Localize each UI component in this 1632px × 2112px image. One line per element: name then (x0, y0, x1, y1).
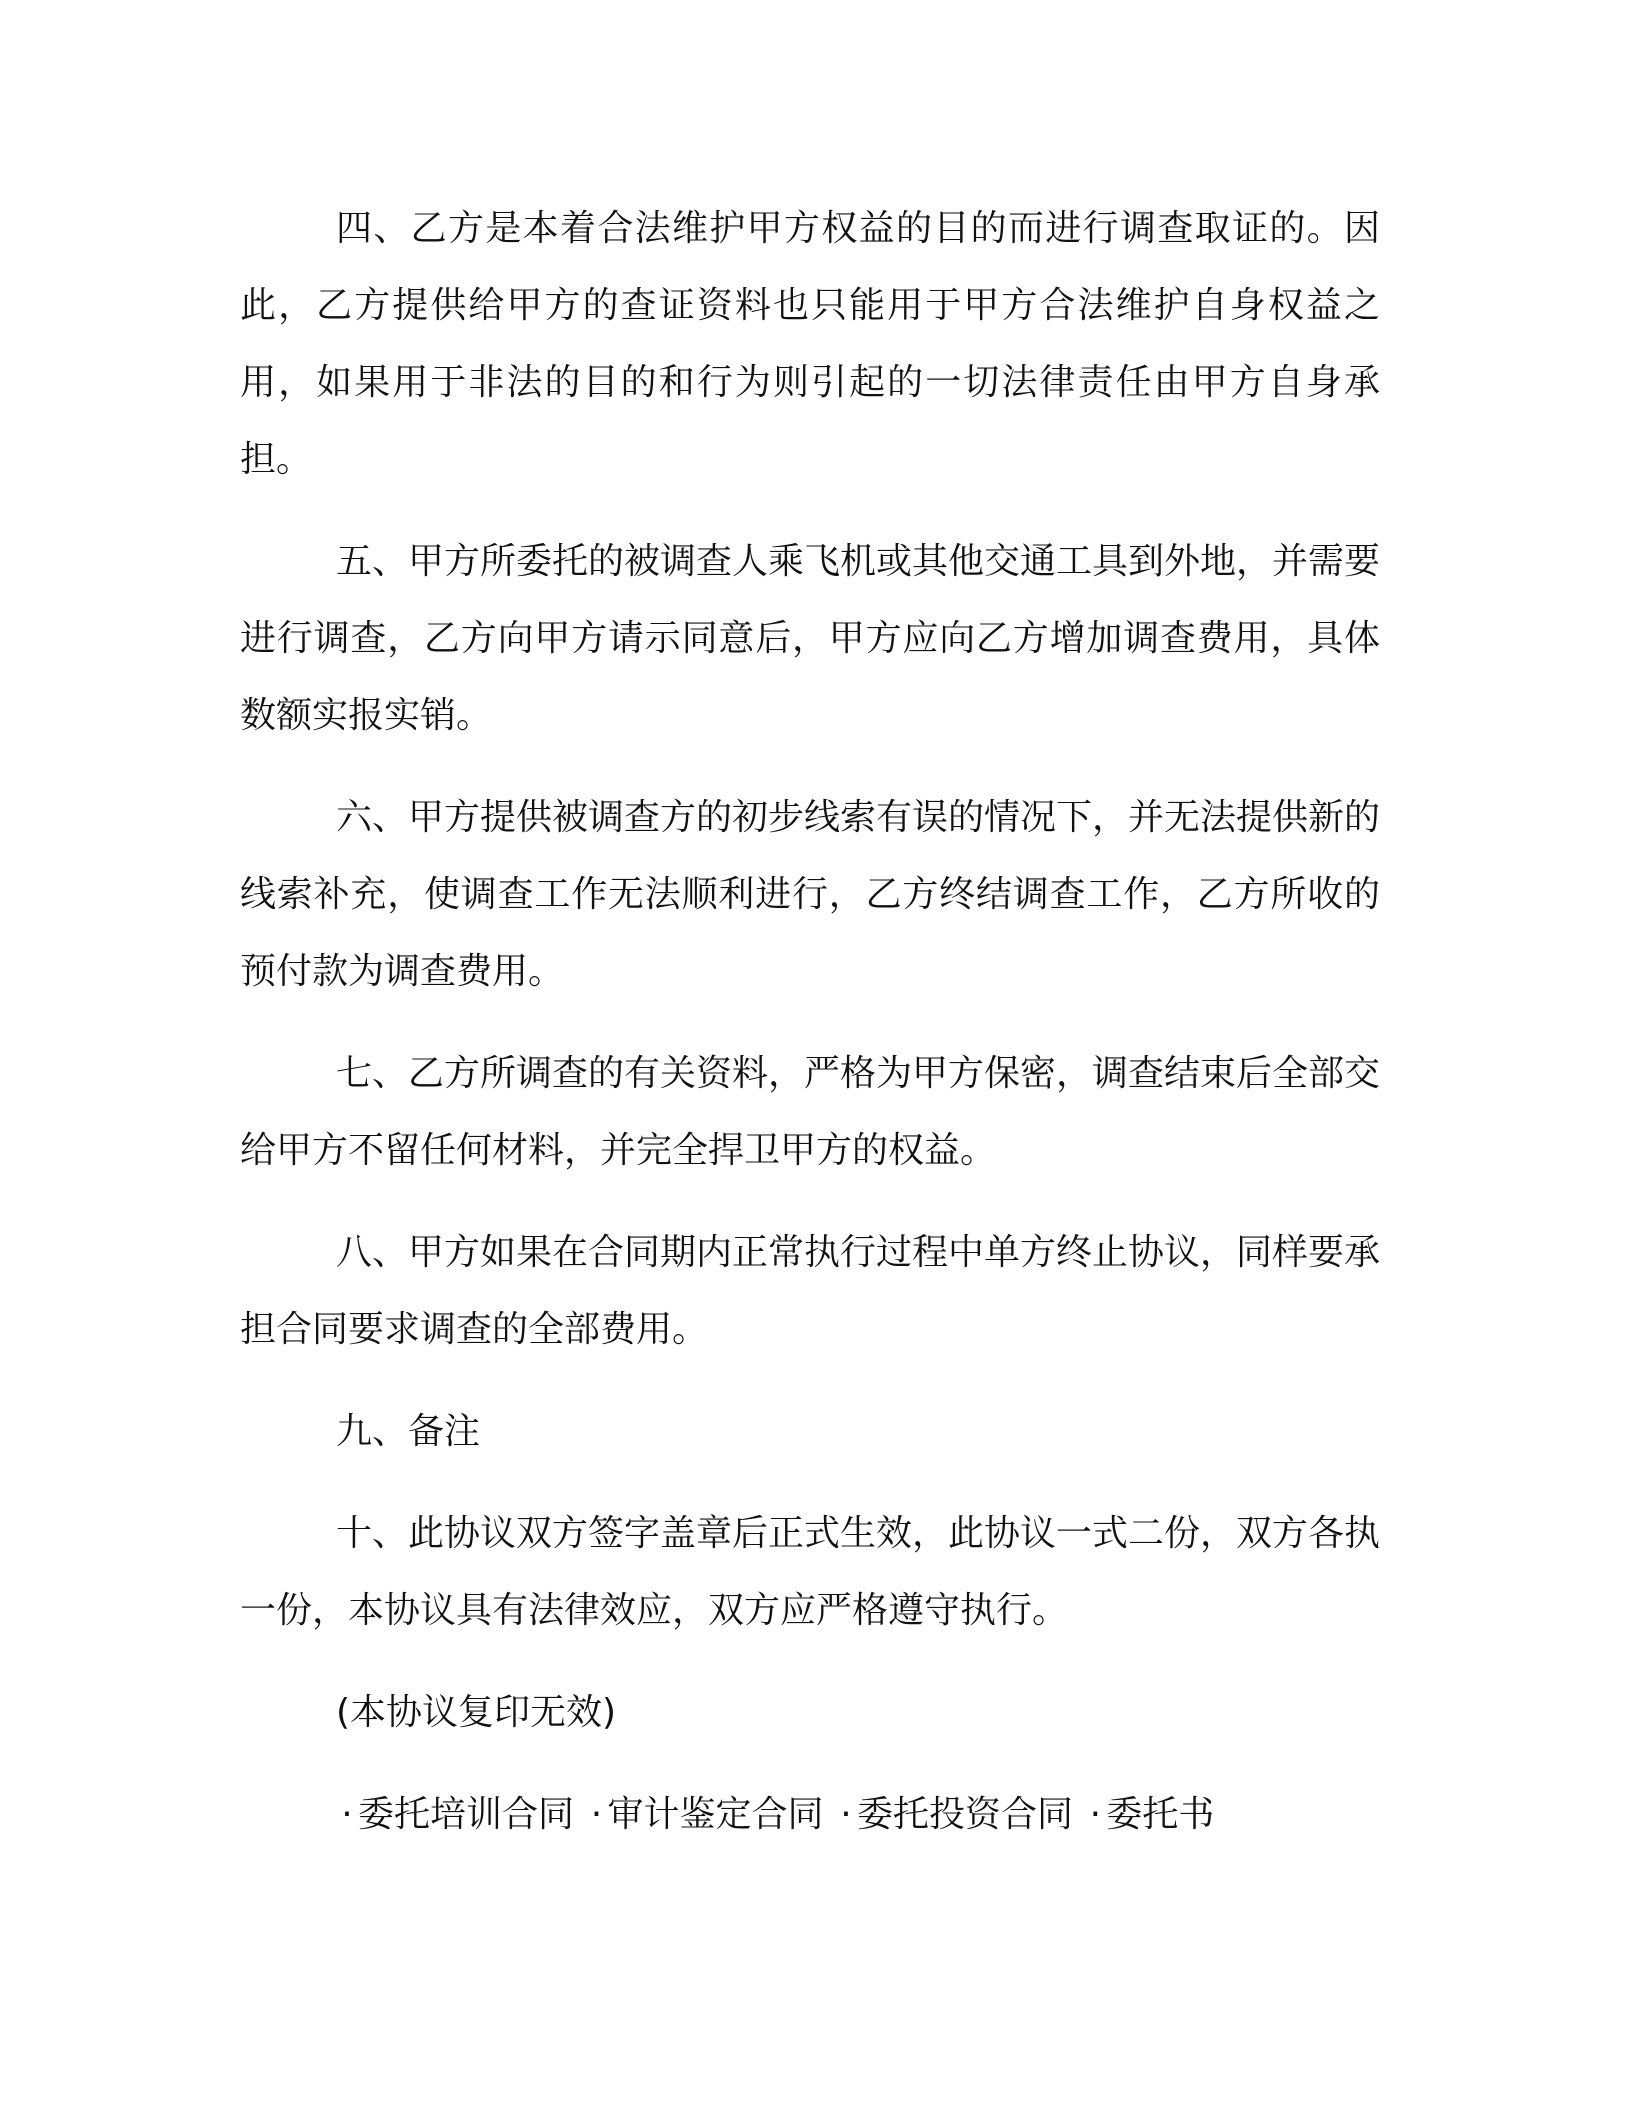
clause-6: 六、甲方提供被调查方的初步线索有误的情况下，并无法提供新的线索补充，使调查工作无法顺利进行，乙方终结调查工作，乙方所收的预付款为调查费用。 (240, 797, 1381, 992)
clause-7: 七、乙方所调查的有关资料，严格为甲方保密，调查结束后全部交给甲方不留任何材料，并完全捍卫甲方的权益。 (240, 1053, 1381, 1171)
related-link-audit-contract[interactable]: 审计鉴定合同 (607, 1794, 824, 1835)
copy-invalid-note: (本协议复印无效) (336, 1692, 617, 1733)
clause-5: 五、甲方所委托的被调查人乘飞机或其他交通工具到外地，并需要进行调查，乙方向甲方请示同意后，甲方应向乙方增加调查费用，具体数额实报实销。 (240, 541, 1381, 736)
link-separator: · (1089, 1794, 1102, 1835)
related-link-training-contract[interactable]: 委托培训合同 (358, 1794, 575, 1835)
clause-4: 四、乙方是本着合法维护甲方权益的目的而进行调查取证的。因此，乙方提供给甲方的查证资料也只能用于甲方合法维护自身权益之用，如果用于非法的目的和行为则引起的一切法律责任由甲方自身承担。 (240, 208, 1380, 480)
related-links (240, 1776, 1380, 1853)
document-page (240, 190, 1380, 1853)
clause-8: 八、甲方如果在合同期内正常执行过程中单方终止协议，同样要承担合同要求调查的全部费用。 (240, 1232, 1381, 1350)
link-separator: · (840, 1794, 852, 1835)
link-separator: · (341, 1794, 353, 1835)
link-separator: · (590, 1794, 603, 1835)
clause-9-remarks: 九、备注 (336, 1411, 481, 1452)
clause-10: 十、此协议双方签字盖章后正式生效，此协议一式二份，双方各执一份，本协议具有法律效应，双方应严格遵守执行。 (240, 1513, 1381, 1631)
related-link-investment-contract[interactable]: 委托投资合同 (856, 1794, 1073, 1835)
related-link-power-of-attorney[interactable]: 委托书 (1106, 1794, 1215, 1835)
